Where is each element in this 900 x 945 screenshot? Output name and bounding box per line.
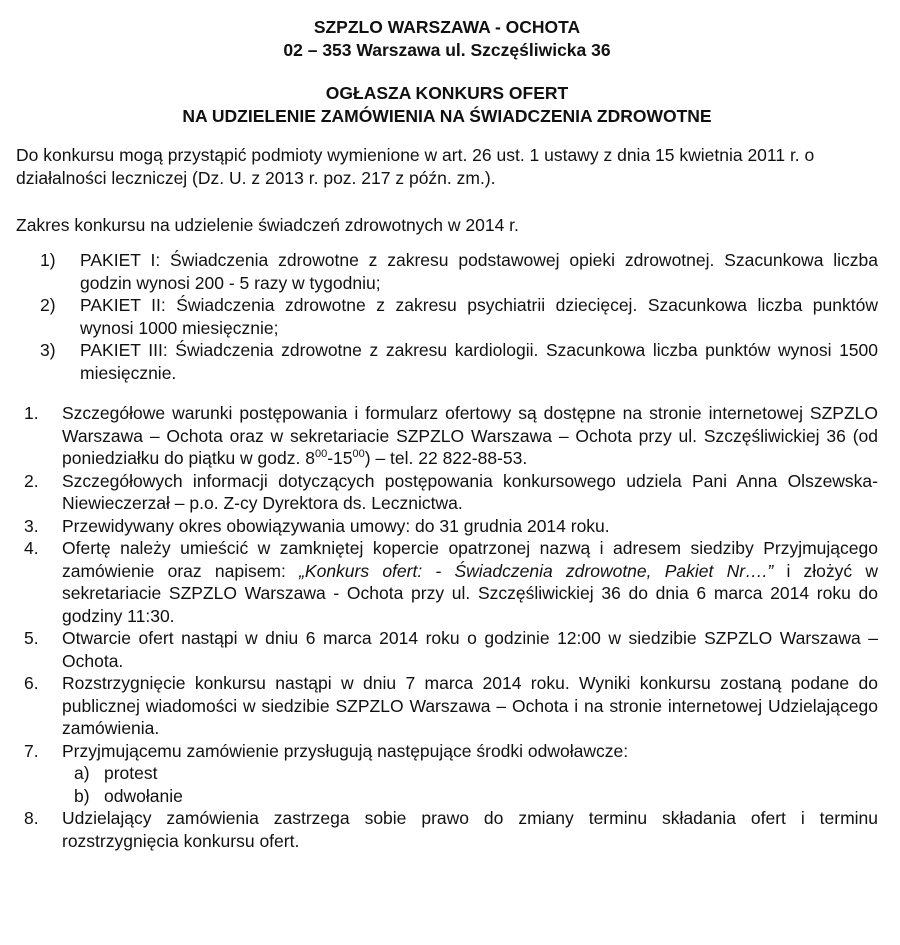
item-text: Przewidywany okres obowiązywania umowy: do 31 grudnia 2014 roku. <box>62 515 610 536</box>
package-number: 2) <box>40 295 56 315</box>
sub-item-letter: a) <box>74 763 90 783</box>
item-text: Udzielający zamówienia zastrzega sobie prawo do zmiany terminu składania ofert i terminu rozstrzygnięcia konkursu ofert. <box>62 808 878 851</box>
list-item <box>16 537 878 627</box>
item-text-part: -15 <box>327 448 353 468</box>
package-item <box>16 339 878 384</box>
appeal-measures-list <box>16 762 878 807</box>
item-text: Przyjmującemu zamówienie przysługują następujące środki odwoławcze: <box>62 740 629 761</box>
package-number: 1) <box>40 250 56 270</box>
hours-superscript: 00 <box>314 448 328 461</box>
document-header <box>16 16 878 62</box>
intro-paragraph: Do konkursu mogą przystąpić podmioty wymienione w art. 26 ust. 1 ustawy z dnia 15 kwietnia 2011 r. o działalności leczniczej (Dz. U. z 2013 r. poz. 217 z późn. zm.). <box>16 145 815 188</box>
package-text: PAKIET I: Świadczenia zdrowotne z zakresu podstawowej opieki zdrowotnej. Szacunkowa liczba godzin wynosi 200 - 5 razy w tygodniu; <box>80 250 878 293</box>
announcement-line-1: OGŁASZA KONKURS OFERT <box>325 83 569 103</box>
sub-item-letter: b) <box>74 785 90 806</box>
item-number: 4. <box>24 538 39 558</box>
package-number: 3) <box>40 340 56 360</box>
list-item <box>16 515 878 538</box>
organization-name: SZPZLO WARSZAWA - OCHOTA <box>313 17 581 37</box>
sub-list-item <box>16 762 878 785</box>
list-item <box>16 402 878 470</box>
sub-list-item <box>16 785 878 808</box>
announcement-title <box>16 82 878 128</box>
hours-superscript: 00 <box>352 448 365 461</box>
item-text: Otwarcie ofert nastąpi w dniu 6 marca 2014 roku o godzinie 12:00 w siedzibie SZPZLO Warszawa – Ochota. <box>62 628 878 671</box>
item-number: 7. <box>24 740 39 761</box>
item-text: Szczegółowych informacji dotyczących postępowania konkursowego udziela Pani Anna Olszewska-Niewieczerzał – p.o. Z-cy Dyrektora ds. Lecznictwa. <box>62 470 878 513</box>
envelope-label-quote: „Konkurs ofert: - Świadczenia zdrowotne, Pakiet Nr….” <box>299 560 774 581</box>
item-number: 2. <box>24 470 39 491</box>
item-number: 8. <box>24 808 39 828</box>
sub-item-text: odwołanie <box>104 785 183 806</box>
package-text: PAKIET III: Świadczenia zdrowotne z zakresu kardiologii. Szacunkowa liczba punktów wynosi 1500 miesięcznie. <box>80 340 878 383</box>
item-text <box>62 402 878 470</box>
package-text: PAKIET II: Świadczenia zdrowotne z zakresu psychiatrii dziecięcej. Szacunkowa liczba punktów wynosi 1000 miesięcznie; <box>80 295 878 338</box>
item-text-part: Szczegółowe warunki postępowania i formularz ofertowy są dostępne na stronie internetowej SZPZLO Warszawa – Ochota oraz w sekretariacie SZPZLO Warszawa – Ochota przy ul. Szczęśliwickiej 36 (od poniedziałku do piątku w godz. 8 <box>62 403 878 468</box>
list-item <box>16 627 878 672</box>
item-number: 6. <box>24 673 39 693</box>
item-text <box>62 537 878 627</box>
list-item <box>16 672 878 740</box>
item-text-part: Ofertę należy umieścić w zamkniętej kopercie opatrzonej nazwą i adresem siedziby Przyjmującego zamówienie oraz napisem: <box>62 538 878 581</box>
item-text: Rozstrzygnięcie konkursu nastąpi w dniu 7 marca 2014 roku. Wyniki konkursu zostaną podane do publicznej wiadomości w siedzibie SZPZLO Warszawa – Ochota i na stronie internetowej Udzielającego zamówienia. <box>62 673 878 738</box>
list-item <box>16 740 878 763</box>
package-item <box>16 294 878 339</box>
item-number: 1. <box>24 403 39 423</box>
scope-paragraph: Zakres konkursu na udzielenie świadczeń zdrowotnych w 2014 r. <box>16 215 519 235</box>
item-number: 5. <box>24 628 39 648</box>
conditions-list <box>16 402 878 852</box>
item-number: 3. <box>24 515 39 536</box>
item-text-part: i złożyć w sekretariacie SZPZLO Warszawa - Ochota przy ul. Szczęśliwickiej 36 do dnia 6 marca 2014 roku do godziny 11:30. <box>62 560 879 626</box>
list-item <box>16 807 878 852</box>
item-text-part: ) – tel. 22 822-88-53. <box>364 448 528 468</box>
package-item <box>16 249 878 294</box>
sub-item-text: protest <box>104 763 158 783</box>
package-list <box>16 249 878 384</box>
list-item <box>16 470 878 515</box>
organization-address: 02 – 353 Warszawa ul. Szczęśliwicka 36 <box>283 40 611 60</box>
announcement-line-2: NA UDZIELENIE ZAMÓWIENIA NA ŚWIADCZENIA ZDROWOTNE <box>182 106 712 126</box>
